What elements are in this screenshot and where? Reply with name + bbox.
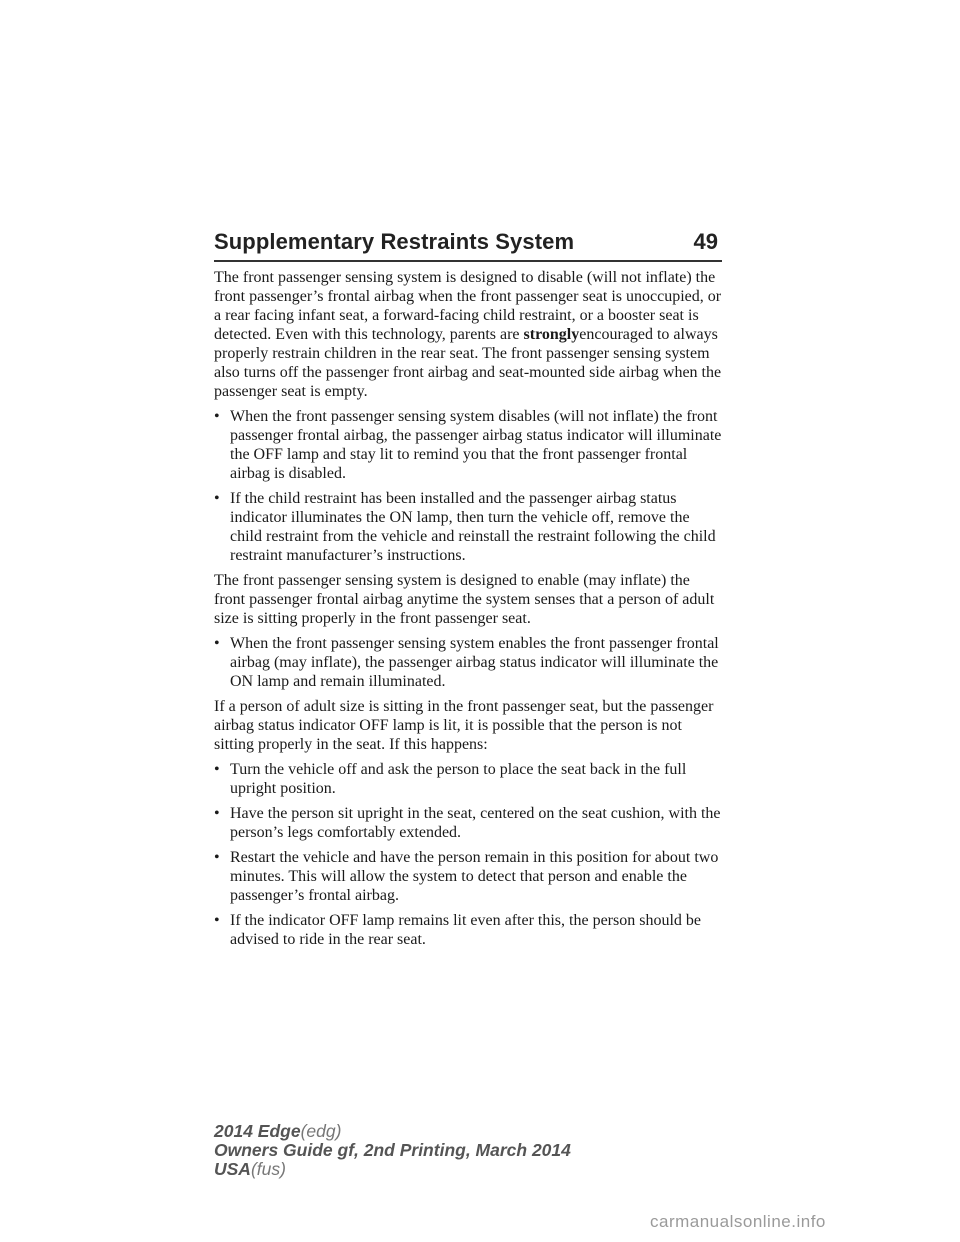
bullet-icon: • — [214, 849, 220, 866]
document-footer — [214, 1122, 571, 1179]
bullet-icon: • — [214, 490, 220, 507]
bullet-icon: • — [214, 408, 220, 425]
footer-line-market: USA(fus) — [214, 1159, 286, 1179]
paragraph-1: The front passenger sensing system is designed to disable (will not inflate) the front passenger’s frontal airbag when the front passenger seat is unoccupied, or a rear facing infant seat, a forward-facing child restraint, or a booster seat is detected. Even with this technology, parents are stronglyencouraged to always properly restrain children in the rear seat. The front passenger sensing system also turns off the passenger front airbag and seat-mounted side airbag when the passenger seat is empty. — [214, 269, 722, 400]
bullet-icon: • — [214, 912, 220, 929]
list-item: • Turn the vehicle off and ask the person to place the seat back in the full upright position. — [214, 761, 687, 797]
list-item: • Restart the vehicle and have the person remain in this position for about two minutes. This will allow the system to detect that person and enable the passenger’s frontal airbag. — [214, 849, 719, 904]
list-item: • Have the person sit upright in the seat, centered on the seat cushion, with the person’s legs comfortably extended. — [214, 805, 721, 841]
list-item: • When the front passenger sensing system disables (will not inflate) the front passenger frontal airbag, the passenger airbag status indicator will illuminate the OFF lamp and stay lit to remind you that the front passenger frontal airbag is disabled. — [214, 408, 722, 482]
paragraph-2: The front passenger sensing system is designed to enable (may inflate) the front passenger frontal airbag anytime the system senses that a person of adult size is sitting properly in the front passenger seat. — [214, 572, 715, 627]
emphasis-strongly: strongly — [523, 326, 580, 343]
bullet-icon: • — [214, 761, 220, 778]
watermark-text: carmanualsonline.info — [650, 1212, 826, 1231]
list-item: • If the child restraint has been installed and the passenger airbag status indicator illuminates the ON lamp, then turn the vehicle off, remove the child restraint from the vehicle and reinstall the restraint following the child restraint manufacturer’s instructions. — [214, 490, 716, 564]
footer-line-edition: Owners Guide gf, 2nd Printing, March 2014 — [214, 1140, 571, 1160]
list-item: • When the front passenger sensing system enables the front passenger frontal airbag (may inflate), the passenger airbag status indicator will illuminate the ON lamp and remain illuminated. — [214, 635, 719, 690]
footer-line-model: 2014 Edge(edg) — [214, 1121, 342, 1141]
bullet-icon: • — [214, 635, 220, 652]
list-item: • If the indicator OFF lamp remains lit even after this, the person should be advised to ride in the rear seat. — [214, 912, 701, 948]
section-title: Supplementary Restraints System — [214, 229, 575, 254]
page-number: 49 — [693, 229, 718, 254]
paragraph-3: If a person of adult size is sitting in the front passenger seat, but the passenger airbag status indicator OFF lamp is lit, it is possible that the person is not sitting properly in the seat. If this happens: — [214, 698, 714, 753]
page-content — [214, 268, 724, 955]
page-header — [214, 226, 722, 262]
bullet-icon: • — [214, 805, 220, 822]
